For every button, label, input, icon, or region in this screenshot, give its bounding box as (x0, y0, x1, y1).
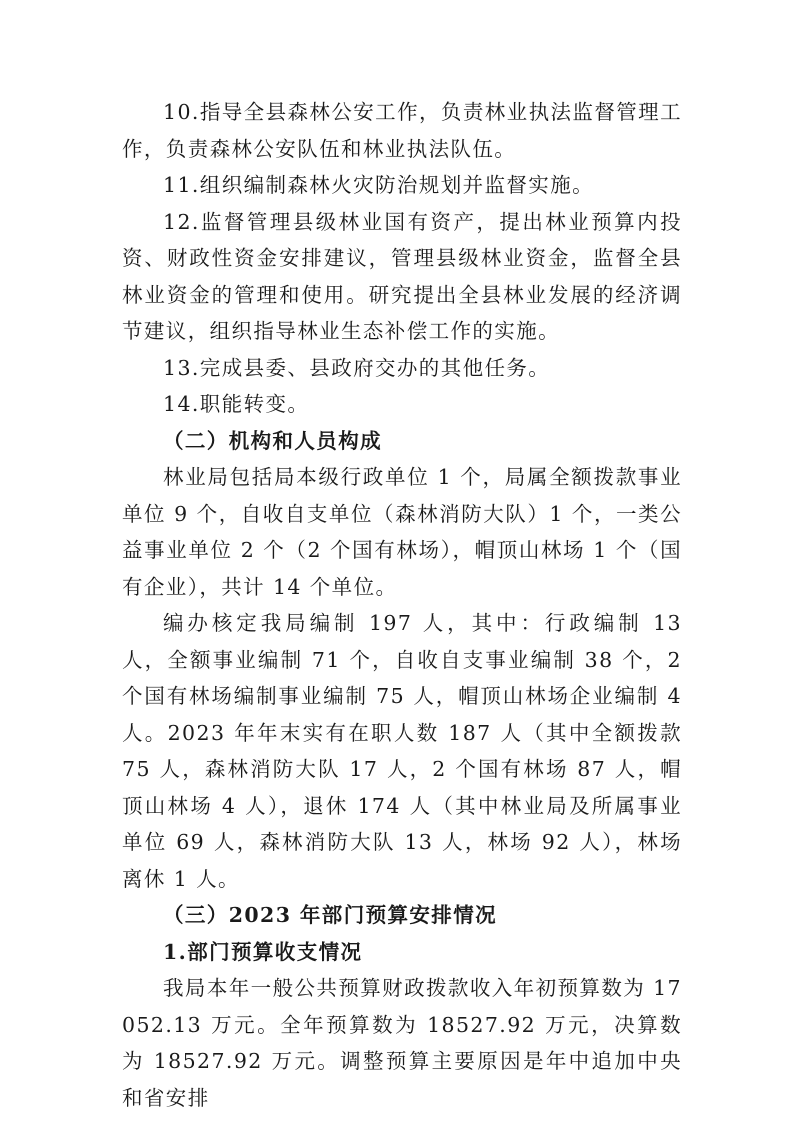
paragraph-item-14: 14.职能转变。 (163, 392, 310, 416)
section-heading-budget: （三）2023 年部门预算安排情况 (163, 903, 497, 927)
subsection-heading-budget-income: 1.部门预算收支情况 (163, 939, 363, 964)
paragraph-item-11: 11.组织编制森林火灾防治规划并监督实施。 (163, 173, 595, 197)
paragraph-item-13: 13.完成县委、县政府交办的其他任务。 (163, 355, 551, 380)
section-heading-organization: （二）机构和人员构成 (163, 428, 382, 453)
paragraph-item-10: 10.指导全县森林公安工作，负责林业执法监督管理工作，负责森林公安队伍和林业执法队伍。 (122, 100, 682, 161)
paragraph-units: 林业局包括局本级行政单位 1 个，局属全额拨款事业单位 9 个，自收自支单位（森林消防大队）1 个，一类公益事业单位 2 个（2 个国有林场），帽顶山林场 1 个（国有企业），共计 14 个单位。 (122, 465, 682, 599)
paragraph-staffing: 编办核定我局编制 197 人，其中：行政编制 13 人，全额事业编制 71 个，自收自支事业编制 38 个，2 个国有林场编制事业编制 75 人，帽顶山林场企业编制 4 人。2023 年年末实有在职人数 187 人（其中全额拨款 75 人，森林消防大队 17 人，2 个国有林场 87 人，帽顶山林场 4 人），退休 174 人（其中林业局及所属事业单位 69 人，森林消防大队 13 人，林场 92 人），林场离休 1 人。 (122, 611, 682, 891)
paragraph-budget-income: 我局本年一般公共预算财政拨款收入年初预算数为 17052.13 万元。全年预算数为 18527.92 万元，决算数为 18527.92 万元。调整预算主要原因是年中追加中央和省安排 (122, 976, 682, 1110)
paragraph-item-12: 12.监督管理县级林业国有资产，提出林业预算内投资、财政性资金安排建议，管理县级林业资金，监督全县林业资金的管理和使用。研究提出全县林业发展的经济调节建议，组织指导林业生态补偿工作的实施。 (122, 209, 682, 343)
document-body (122, 94, 682, 1116)
